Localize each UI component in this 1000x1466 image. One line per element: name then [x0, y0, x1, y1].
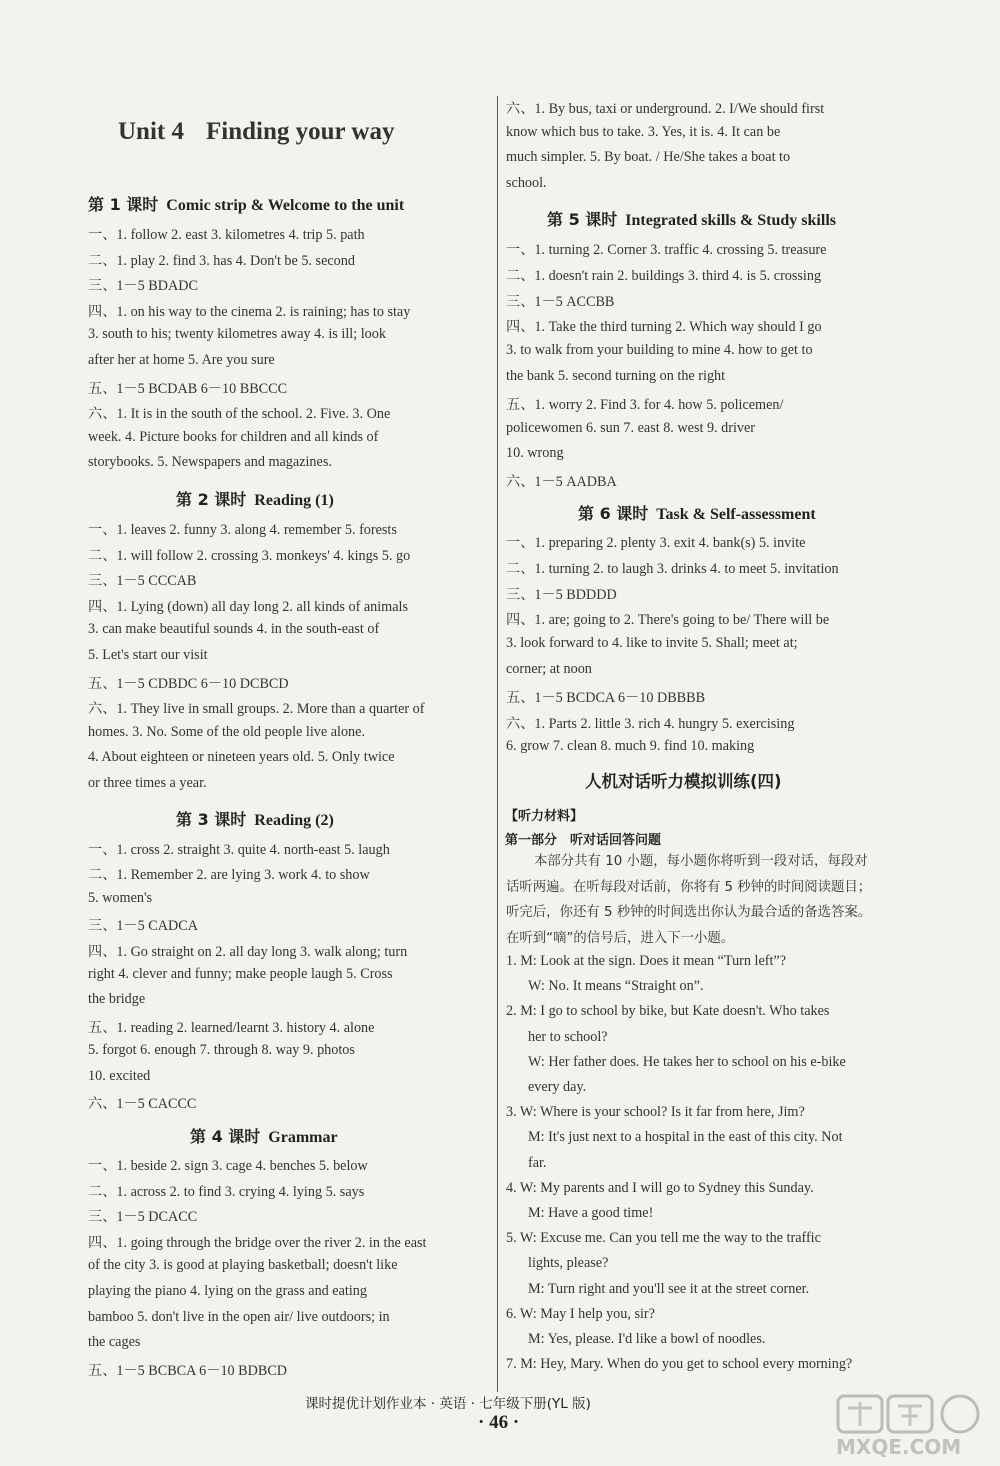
answer-line: 三、1－5 CADCA: [88, 918, 198, 935]
answer-line: corner; at noon: [506, 661, 592, 677]
answer-line: 四、1. Lying (down) all day long 2. all kinds of animals: [88, 598, 408, 615]
watermark-logo: [828, 1392, 988, 1458]
answer-line: 一、1. follow 2. east 3. kilometres 4. trip 5. path: [88, 227, 365, 243]
answer-line: 一、1. beside 2. sign 3. cage 4. benches 5. below: [88, 1158, 368, 1174]
dialogue-line: lights, please?: [528, 1255, 609, 1272]
answer-line: 六、1－5 CACCC: [88, 1096, 197, 1112]
answer-line: 六、1. Parts 2. little 3. rich 4. hungry 5. exercising: [506, 715, 795, 732]
answer-line: know which bus to take. 3. Yes, it is. 4. It can be: [506, 123, 781, 140]
answer-line: 三、1－5 DCACC: [88, 1209, 198, 1226]
unit-name: Finding your way: [205, 118, 395, 145]
section-heading-2: 第 2 课时 Reading (1): [176, 490, 334, 509]
instruction-line: 在听到“嘀”的信号后，进入下一小题。: [506, 930, 735, 946]
dialogue-line: 6. W: May I help you, sir?: [506, 1305, 655, 1322]
section-heading-4: 第 4 课时 Grammar: [190, 1127, 338, 1146]
answer-line: 5. Let's start our visit: [88, 647, 208, 663]
mock-listening-title: 人机对话听力模拟训练(四): [585, 772, 782, 791]
dialogue-line: her to school?: [528, 1028, 608, 1045]
answer-line: 四、1. Go straight on 2. all day long 3. walk along; turn: [88, 943, 408, 960]
answer-line: 三、1－5 BDADC: [88, 278, 198, 295]
instruction-line: 听完后，你还有 5 秒钟的时间选出你认为最合适的备选答案。: [506, 905, 872, 921]
section-heading-1: 第 1 课时 Comic strip & Welcome to the unit: [88, 195, 405, 214]
svg-text:MXQE.COM: MXQE.COM: [836, 1435, 962, 1458]
dialogue-line: far.: [528, 1154, 547, 1171]
answer-line: bamboo 5. don't live in the open air/ live outdoors; in: [88, 1308, 390, 1325]
dialogue-line: M: Turn right and you'll see it at the street corner.: [528, 1280, 810, 1297]
dialogue-line: M: It's just next to a hospital in the east of this city. Not: [528, 1129, 843, 1146]
column-divider: [497, 96, 498, 1392]
dialogue-line: 1. M: Look at the sign. Does it mean “Turn left”?: [506, 953, 787, 969]
answer-line: 4. About eighteen or nineteen years old. 5. Only twice: [88, 749, 395, 766]
answer-line: playing the piano 4. lying on the grass and eating: [88, 1283, 367, 1299]
answer-line: 10. wrong: [506, 445, 564, 462]
dialogue-line: 4. W: My parents and I will go to Sydney this Sunday.: [506, 1179, 814, 1196]
answer-line: 5. forgot 6. enough 7. through 8. way 9. photos: [88, 1042, 355, 1059]
footer-book-title: 课时提优计划作业本 · 英语 · 七年级下册(YL 版): [305, 1396, 591, 1412]
part-one-heading: 第一部分 听对话回答问题: [505, 833, 662, 848]
answer-line: 五、1. worry 2. Find 3. for 4. how 5. policemen/: [506, 396, 784, 413]
instruction-line: 话听两遍。在听每段对话前，你将有 5 秒钟的时间阅读题目；: [506, 879, 872, 895]
answer-line: 五、1－5 BCDAB 6－10 BBCCC: [88, 380, 288, 397]
answer-line: week. 4. Picture books for children and all kinds of: [88, 428, 379, 445]
answer-line: of the city 3. is good at playing basketball; doesn't like: [88, 1257, 398, 1274]
dialogue-line: M: Have a good time!: [528, 1205, 654, 1221]
answer-line: 3. to walk from your building to mine 4. how to get to: [506, 342, 813, 359]
answer-line: 10. excited: [88, 1067, 151, 1084]
answer-line: 六、1. They live in small groups. 2. More than a quarter of: [88, 701, 425, 718]
answer-line: 五、1－5 CDBDC 6－10 DCBCD: [88, 675, 289, 692]
answer-line: 一、1. leaves 2. funny 3. along 4. remember 5. forests: [88, 522, 397, 538]
answer-line: 五、1. reading 2. learned/learnt 3. history 4. alone: [88, 1019, 375, 1036]
answer-line: 二、1. play 2. find 3. has 4. Don't be 5. second: [88, 252, 355, 269]
dialogue-line: 7. M: Hey, Mary. When do you get to school every morning?: [506, 1356, 853, 1373]
answer-line: 四、1. going through the bridge over the river 2. in the east: [88, 1234, 427, 1251]
answer-line: 5. women's: [88, 889, 153, 906]
answer-line: school.: [506, 174, 547, 191]
answer-line: 二、1. will follow 2. crossing 3. monkeys' 4. kings 5. go: [88, 547, 411, 564]
answer-line: 三、1－5 ACCBB: [506, 293, 615, 310]
answer-line: 6. grow 7. clean 8. much 9. find 10. making: [506, 738, 755, 755]
answer-line: or three times a year.: [88, 775, 207, 791]
answer-line: 六、1. It is in the south of the school. 2. Five. 3. One: [88, 406, 391, 423]
dialogue-line: M: Yes, please. I'd like a bowl of noodles.: [528, 1331, 766, 1347]
page-number: · 46 ·: [478, 1412, 520, 1433]
answer-line: the bridge: [88, 991, 146, 1008]
answer-line: the cages: [88, 1334, 141, 1351]
dialogue-line: W: Her father does. He takes her to school on his e-bike: [528, 1053, 846, 1070]
listening-material-tag: 【听力材料】: [505, 809, 584, 824]
answer-line: 二、1. across 2. to find 3. crying 4. lying 5. says: [88, 1183, 365, 1200]
answer-line: 三、1－5 BDDDD: [506, 586, 617, 603]
answer-line: homes. 3. No. Some of the old people live alone.: [88, 723, 365, 740]
answer-line: 四、1. on his way to the cinema 2. is raining; has to stay: [88, 303, 411, 320]
dialogue-line: 2. M: I go to school by bike, but Kate doesn't. Who takes: [506, 1003, 830, 1020]
answer-line: 一、1. cross 2. straight 3. quite 4. north-east 5. laugh: [88, 842, 390, 858]
answer-line: 四、1. are; going to 2. There's going to be/ There will be: [506, 612, 830, 629]
answer-line: 一、1. preparing 2. plenty 3. exit 4. bank(s) 5. invite: [506, 535, 806, 551]
unit-number: Unit 4: [118, 118, 184, 145]
answer-line: 五、1－5 BCBCA 6－10 BDBCD: [88, 1362, 288, 1379]
dialogue-line: 5. W: Excuse me. Can you tell me the way to the traffic: [506, 1230, 821, 1247]
answer-line: the bank 5. second turning on the right: [506, 368, 726, 384]
dialogue-line: every day.: [528, 1079, 587, 1095]
answer-line: 二、1. turning 2. to laugh 3. drinks 4. to meet 5. invitation: [506, 560, 839, 577]
answer-line: right 4. clever and funny; make people laugh 5. Cross: [88, 966, 393, 982]
section-heading-5: 第 5 课时 Integrated skills & Study skills: [547, 210, 836, 229]
instruction-line: 本部分共有 10 小题，每小题你将听到一段对话，每段对: [534, 854, 868, 869]
answer-line: 二、1. Remember 2. are lying 3. work 4. to show: [88, 867, 370, 884]
answer-line: 四、1. Take the third turning 2. Which way should I go: [506, 319, 822, 336]
answer-line: 六、1－5 AADBA: [506, 474, 617, 491]
answer-line: policewomen 6. sun 7. east 8. west 9. driver: [506, 419, 756, 436]
answer-line: 3. can make beautiful sounds 4. in the south-east of: [88, 621, 380, 638]
answer-line: 三、1－5 CCCAB: [88, 573, 197, 590]
answer-line: 六、1. By bus, taxi or underground. 2. I/We should first: [506, 101, 825, 117]
section-heading-3: 第 3 课时 Reading (2): [176, 810, 334, 829]
answer-line: storybooks. 5. Newspapers and magazines.: [88, 454, 332, 471]
answer-line: 3. south to his; twenty kilometres away 4. is ill; look: [88, 326, 386, 343]
unit-title: [118, 118, 394, 146]
answer-line: 二、1. doesn't rain 2. buildings 3. third 4. is 5. crossing: [506, 267, 822, 284]
answer-line: 一、1. turning 2. Corner 3. traffic 4. crossing 5. treasure: [506, 242, 827, 258]
answer-line: much simpler. 5. By boat. / He/She takes a boat to: [506, 149, 791, 166]
answer-line: 3. look forward to 4. like to invite 5. Shall; meet at;: [506, 635, 798, 652]
dialogue-line: W: No. It means “Straight on”.: [528, 978, 704, 995]
section-heading-6: 第 6 课时 Task & Self-assessment: [578, 504, 816, 523]
answer-line: 五、1－5 BCDCA 6－10 DBBBB: [506, 689, 706, 706]
dialogue-line: 3. W: Where is your school? Is it far from here, Jim?: [506, 1104, 805, 1121]
answer-line: after her at home 5. Are you sure: [88, 352, 275, 368]
